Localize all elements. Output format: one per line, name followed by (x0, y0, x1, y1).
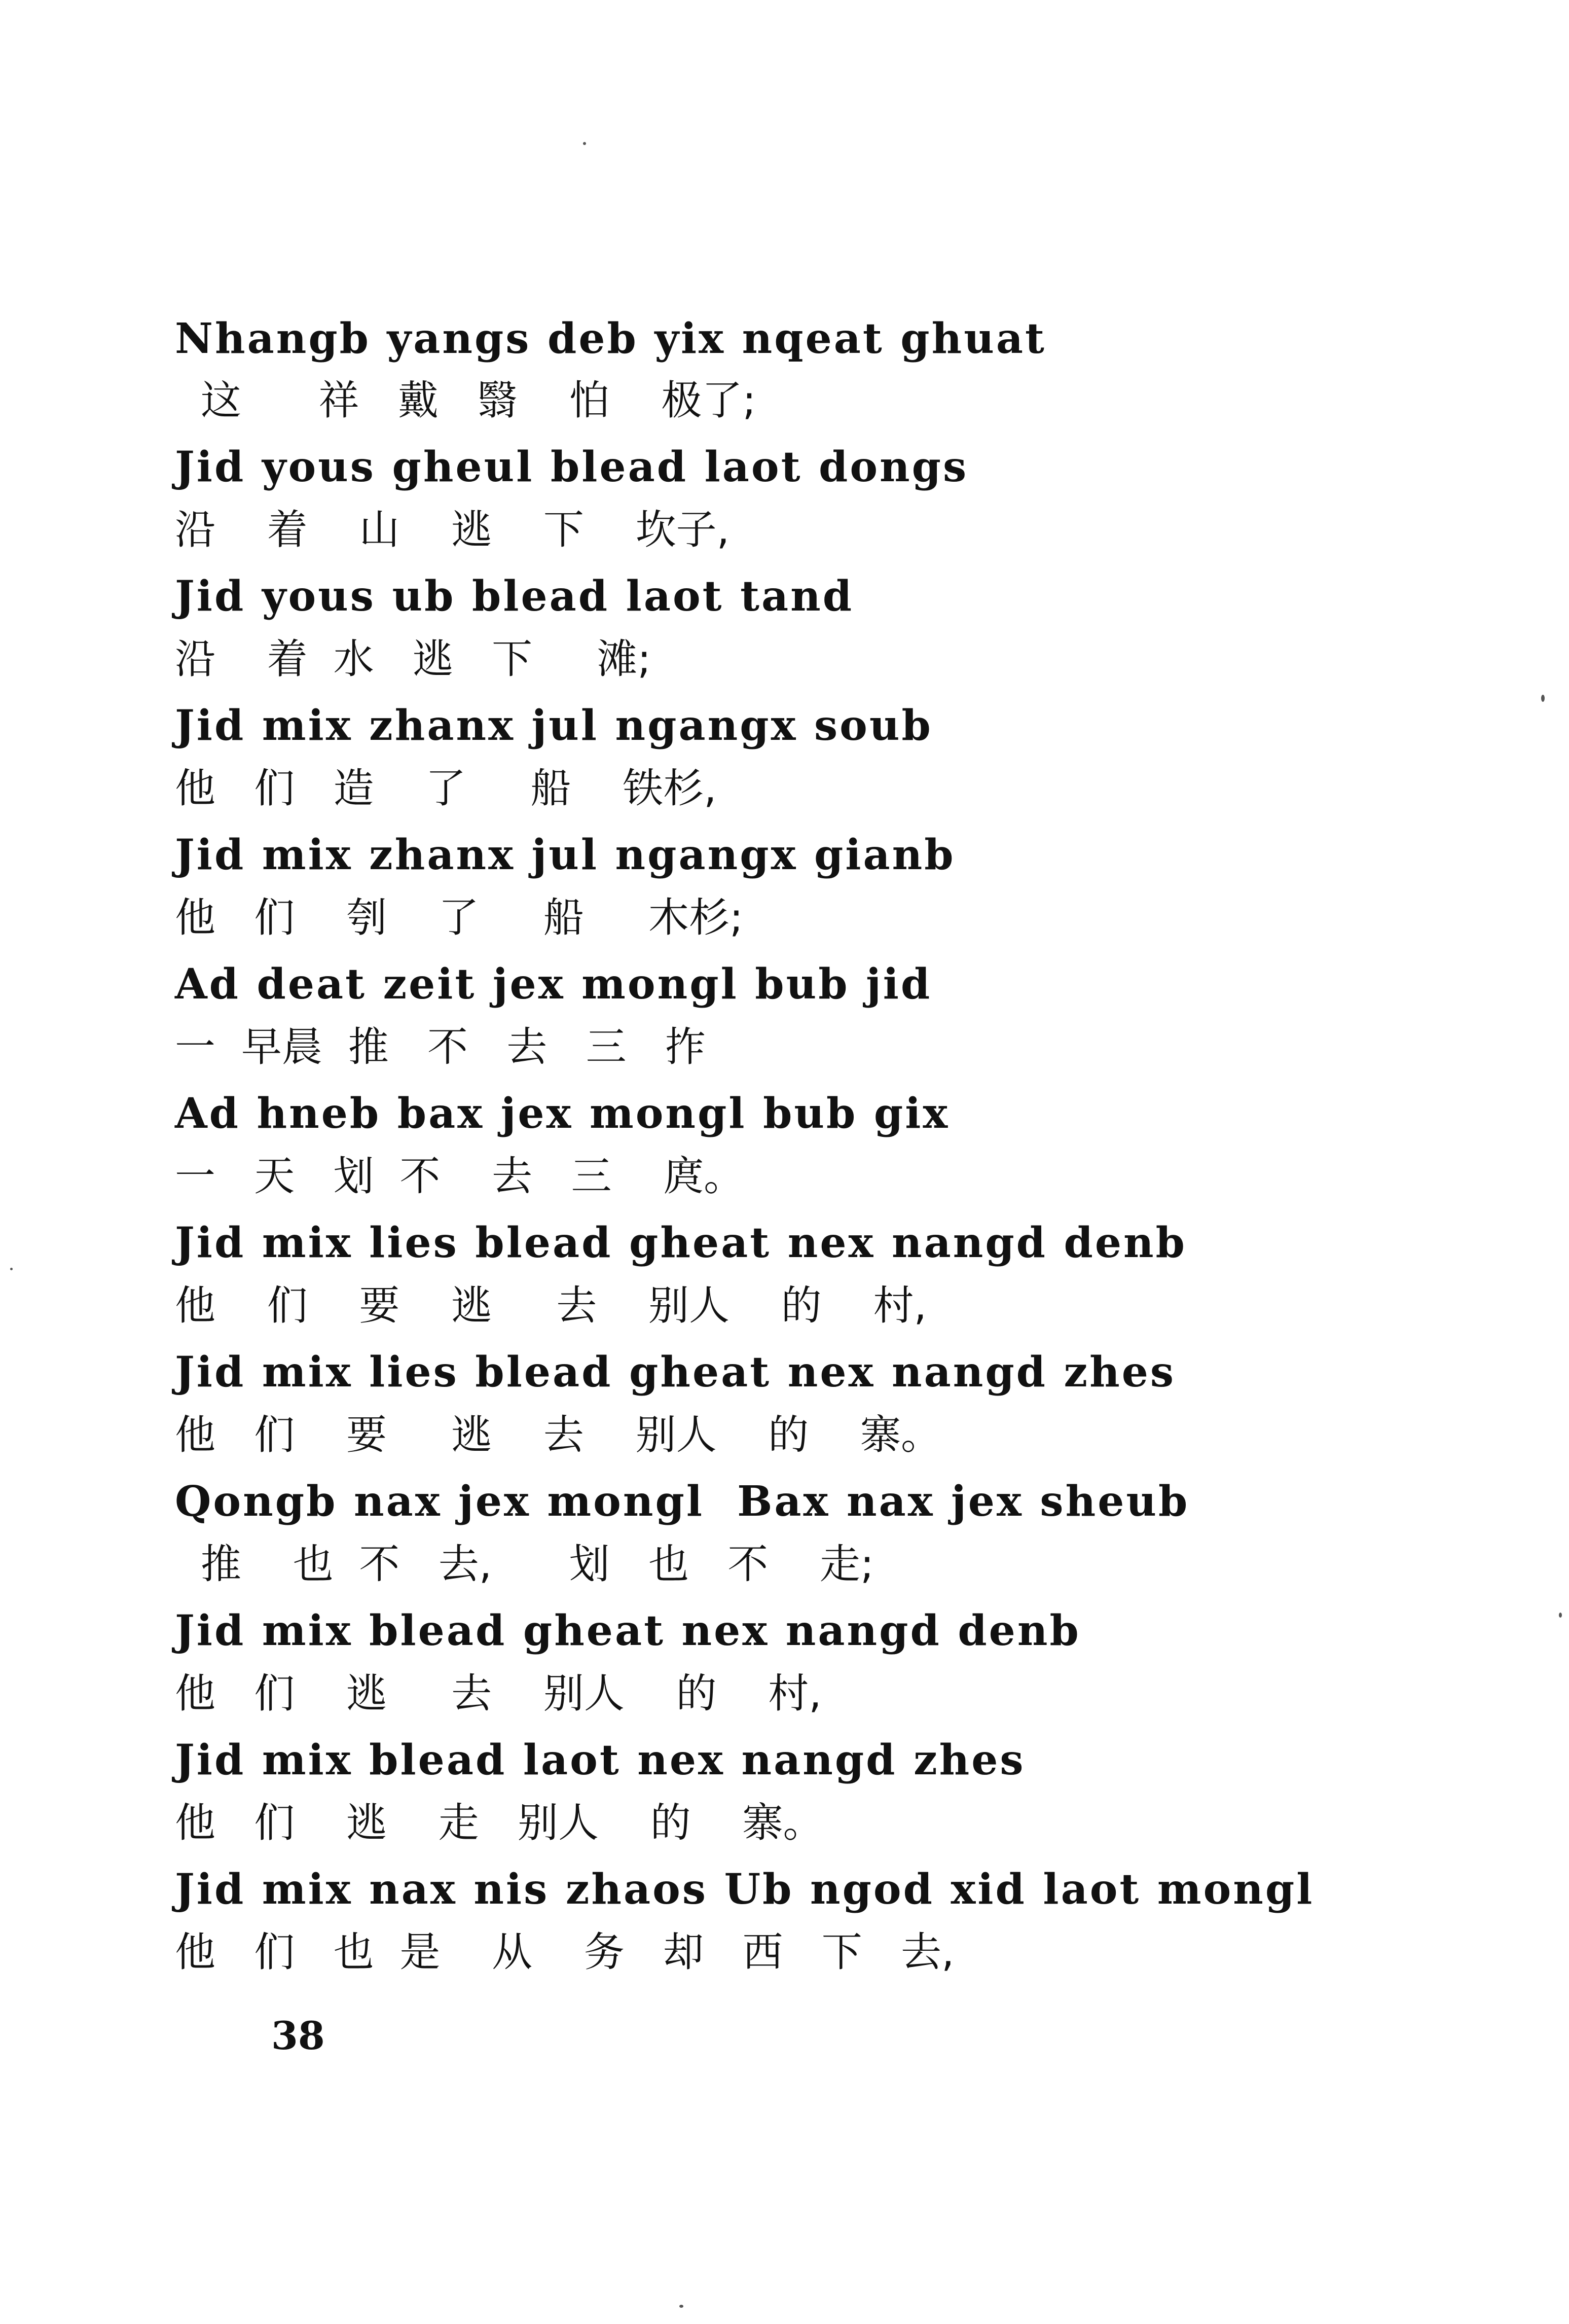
text-line-21: Jid mix blead gheat nex nangd denb (175, 1606, 1081, 1655)
text-line-19: Qongb nax jex mongl Bax nax jex sheub (175, 1477, 1190, 1526)
text-line-1: Nhangb yangs deb yix nqeat ghuat (175, 314, 1046, 363)
text-line-8: 他 们 造 了 船 铁杉, (175, 765, 717, 812)
text-line-13: Ad hneb bax jex mongl bub gix (175, 1089, 950, 1138)
text-line-26: 他 们 也 是 从 务 却 西 下 去, (175, 1928, 955, 1976)
text-line-14: 一 天 划 不 去 三 庹。 (175, 1153, 745, 1200)
text-line-17: Jid mix lies blead gheat nex nangd zhes (175, 1348, 1176, 1397)
text-line-9: Jid mix zhanx jul ngangx gianb (175, 831, 956, 879)
scan-speck (583, 142, 586, 145)
text-line-4: 沿 着 山 逃 下 坎子, (175, 506, 730, 553)
text-line-18: 他 们 要 逃 去 别人 的 寨。 (175, 1411, 942, 1458)
scan-speck (1559, 1613, 1562, 1618)
text-line-16: 他 们 要 逃 去 别人 的 村, (175, 1282, 927, 1329)
text-line-6: 沿 着 水 逃 下 滩; (175, 635, 651, 683)
text-line-11: Ad deat zeit jex mongl bub jid (175, 960, 932, 1009)
text-line-24: 他 们 逃 走 别人 的 寨。 (175, 1799, 824, 1846)
text-line-10: 他 们 刳 了 船 木杉; (175, 894, 743, 941)
text-line-12: 一 早晨 推 不 去 三 拃 (175, 1023, 706, 1070)
text-line-5: Jid yous ub blead laot tand (175, 572, 854, 621)
text-line-2: 这 祥 戴 翳 怕 极了; (175, 377, 756, 424)
text-line-22: 他 们 逃 去 别人 的 村, (175, 1670, 822, 1717)
text-line-3: Jid yous gheul blead laot dongs (175, 443, 969, 491)
text-line-25: Jid mix nax nis zhaos Ub ngod xid laot mongl (175, 1865, 1315, 1914)
text-line-7: Jid mix zhanx jul ngangx soub (175, 701, 933, 750)
scan-speck (1541, 695, 1545, 702)
page-number: 38 (271, 2013, 325, 2058)
text-line-20: 推 也 不 去, 划 也 不 走; (175, 1541, 874, 1588)
scan-speck (10, 1268, 13, 1270)
scan-speck (679, 2305, 683, 2308)
text-line-23: Jid mix blead laot nex nangd zhes (175, 1736, 1026, 1784)
text-line-15: Jid mix lies blead gheat nex nangd denb (175, 1219, 1187, 1267)
